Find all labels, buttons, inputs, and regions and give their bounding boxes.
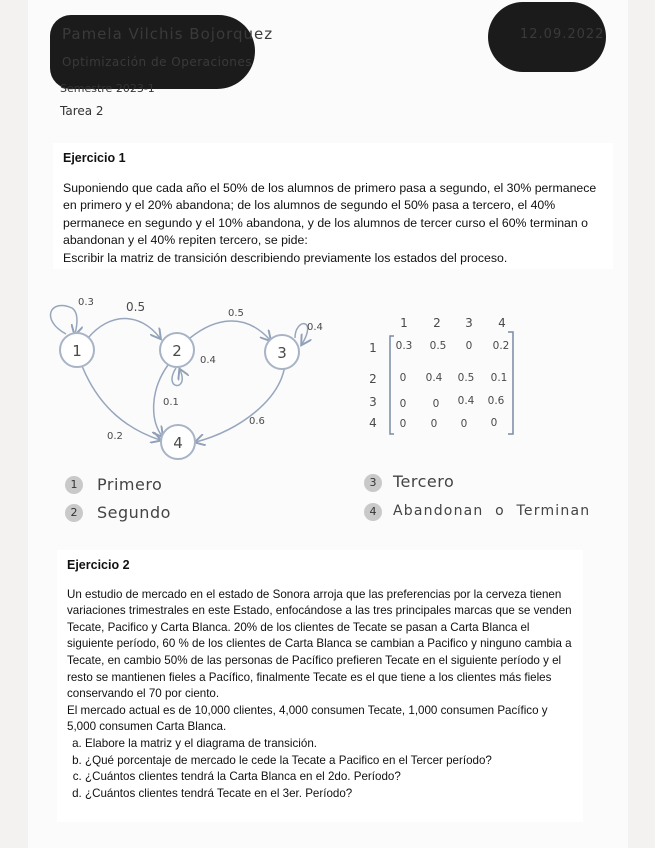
matrix-cell: 0.2: [492, 340, 510, 352]
exercise-1-task: Escribir la matriz de transición describiendo previamente los estados del proceso.: [63, 250, 508, 265]
edge-self-3: [295, 324, 308, 344]
legend-label-2: Segundo: [97, 503, 171, 522]
edge-label-self-1: 0.3: [78, 297, 94, 308]
edge-label-2-4: 0.1: [163, 397, 179, 408]
matrix-cell: 0.1: [490, 372, 508, 384]
exercise-2-questions: [67, 736, 573, 802]
matrix-cell: 0.5: [429, 340, 447, 352]
edge-1-2: [88, 319, 160, 339]
legend-badge-4: 4: [364, 503, 382, 521]
edge-self-2: [172, 368, 182, 386]
matrix-cell: 0.4: [425, 372, 443, 384]
matrix-col-header: 3: [465, 316, 473, 330]
matrix-cell: 0.3: [395, 340, 413, 352]
matrix-row-header: 1: [369, 341, 377, 355]
edge-1-4: [82, 366, 160, 440]
matrix-col-header: 1: [400, 316, 408, 330]
edge-self-1: [51, 305, 77, 334]
matrix-col-header: 2: [433, 316, 441, 330]
exercise-2-paragraph-2: El mercado actual es de 10,000 clientes, 4,000 consumen Tecate, 1,000 consumen Pacífico y 5,000 consumen Carta Blanca.: [67, 703, 548, 734]
matrix-cell: 0: [399, 418, 407, 430]
student-name: Pamela Vilchis Bojorquez: [62, 25, 274, 43]
list-item: c. ¿Cuántos clientes tendrá la Carta Blanca en el 2do. Período?: [85, 769, 573, 786]
matrix-cell: 0: [490, 417, 498, 429]
exercise-2-box: [57, 550, 583, 822]
matrix-row-header: 4: [369, 416, 377, 430]
exercise-1-title: Ejercicio 1: [63, 151, 126, 165]
state-label-1: 1: [72, 342, 82, 360]
list-item: a. Elabore la matriz y el diagrama de transición.: [85, 736, 573, 753]
state-label-4: 4: [173, 434, 183, 452]
edge-2-3: [190, 321, 270, 340]
matrix-cell: 0.6: [487, 395, 505, 407]
matrix-row-header: 3: [369, 395, 377, 409]
matrix-left-bracket: [390, 336, 394, 434]
edge-label-2-3: 0.5: [228, 308, 244, 319]
date-label: 12.09.2022: [520, 27, 605, 42]
edge-label-self-3: 0.4: [307, 322, 323, 333]
exercise-1-body: Suponiendo que cada año el 50% de los alumnos de primero pasa a segundo, el 30% permanece en primero y el 20% abandona; de los alumnos de segundo el 50% pasa a tercero, el 40% permanece en segundo y el 10% abandona, y de los alumnos de tercer curso el 60% terminan o abandonan y el 40% repiten tercero, se pide:: [63, 180, 597, 247]
matrix-cell: 0.4: [457, 395, 475, 407]
semester-label: Semestre 2023-1: [60, 82, 155, 95]
legend-label-4: Abandonan o Terminan: [393, 503, 591, 519]
legend-badge-3: 3: [364, 474, 382, 492]
matrix-row-header: 2: [369, 372, 377, 386]
matrix-cell: 0: [432, 398, 440, 410]
legend-label-1: Primero: [97, 475, 163, 494]
matrix-cell: 0.5: [457, 372, 475, 384]
list-item: d. ¿Cuántos clientes tendrá Tecate en el 3er. Período?: [85, 786, 573, 803]
matrix-cell: 0: [460, 418, 468, 430]
matrix-cell: 0: [399, 398, 407, 410]
edge-label-3-4: 0.6: [249, 416, 265, 427]
state-label-3: 3: [277, 344, 287, 362]
matrix-cell: 0: [465, 340, 473, 352]
legend-badge-1: 1: [65, 476, 83, 494]
exercise-2-paragraph-1: Un estudio de mercado en el estado de Sonora arroja que las preferencias por la cerveza tienen variaciones trimestrales en este Estado, enfocándose a las tres principales marcas que se venden Tecate, Pacifico y Carta Blanca. 20% de los clientes de Tecate se pasan a Carta Blanca el siguiente período, 60 % de los clientes de Carta Blanca se cambian a Pacifico y ninguno cambia a Tecate, en cambio 50% de las personas de Pacífico prefieren Tecate en el siguiente período y el resto se mantienen fieles a Pacífico, finalmente Tecate es el que tiene a los clientes más fieles conservando el 70 por ciento.: [67, 587, 572, 701]
exercise-2-title: Ejercicio 2: [67, 558, 130, 572]
list-item: b. ¿Qué porcentaje de mercado le cede la Tecate a Pacifico en el Tercer período?: [85, 753, 573, 770]
legend-badge-2: 2: [65, 504, 83, 522]
edge-label-1-4: 0.2: [107, 431, 123, 442]
legend-label-3: Tercero: [393, 472, 455, 491]
matrix-col-header: 4: [498, 316, 506, 330]
edge-label-1-2: 0.5: [126, 300, 146, 314]
matrix-cell: 0: [399, 372, 407, 384]
state-label-2: 2: [172, 342, 182, 360]
course-name: Optimización de Operaciones: [62, 55, 253, 69]
matrix-cell: 0: [430, 418, 438, 430]
edge-label-self-2: 0.4: [200, 355, 216, 366]
edge-3-4: [196, 365, 285, 442]
assignment-label: Tarea 2: [60, 104, 104, 118]
